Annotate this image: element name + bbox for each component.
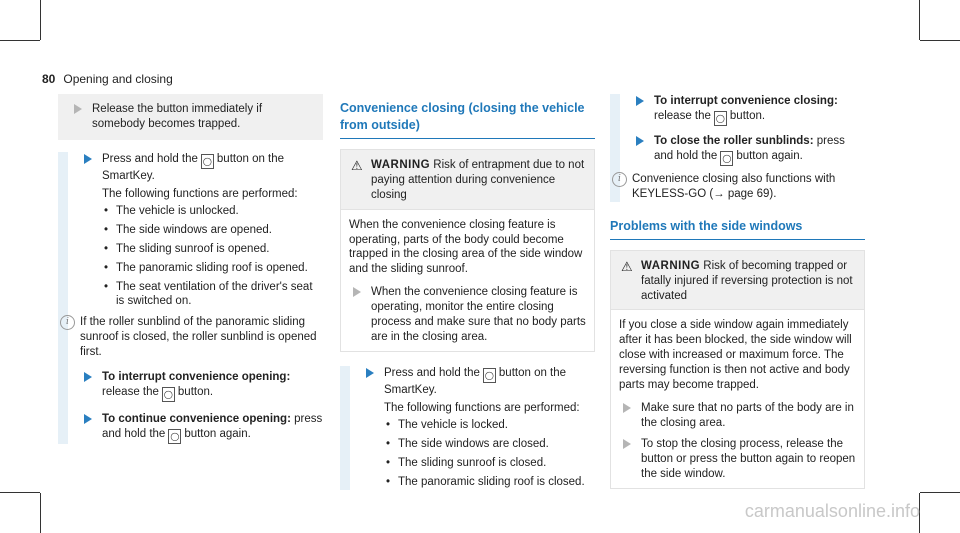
page-number: 80 [42, 72, 56, 86]
crop-mark [40, 493, 41, 533]
column-2 [340, 100, 595, 496]
step [70, 102, 315, 132]
step-text: Make sure that no parts of the body are in the closing area. [641, 402, 854, 430]
step-text: Release the button immediately if somebody becomes trapped. [92, 103, 263, 130]
step-arrow-icon [636, 136, 644, 146]
list-item: • The sliding sunroof is opened. [102, 242, 323, 257]
column-1 [58, 94, 323, 450]
crop-mark [0, 40, 40, 41]
continued-step-box [58, 94, 323, 140]
step-arrow-icon [84, 414, 92, 424]
warning-box [610, 250, 865, 489]
step-text: press and hold the [654, 134, 845, 162]
warning-header [611, 251, 864, 310]
info-note [610, 172, 865, 202]
watermark: carmanualsonline.info [744, 500, 920, 521]
step [619, 401, 856, 431]
step [362, 366, 595, 490]
step-arrow-icon [623, 439, 631, 449]
warning-label: WARNING [371, 158, 431, 171]
warning-text: When the convenience closing feature is operating, parts of the body could become trapped in the closing area of the side window and the sliding sunroof. [349, 218, 583, 276]
step-text: button on the SmartKey. [102, 152, 285, 182]
steps-block [340, 366, 595, 490]
crop-mark [920, 40, 960, 41]
step-arrow-icon [636, 96, 644, 106]
step-arrow-icon [84, 372, 92, 382]
step [80, 152, 323, 310]
steps-block [610, 94, 865, 202]
crop-mark [919, 0, 920, 40]
step-label: To continue convenience opening: [102, 413, 291, 426]
column-3 [610, 94, 865, 489]
step-text: release the [102, 386, 159, 399]
list-item: • The panoramic sliding roof is opened. [102, 261, 323, 276]
crop-mark [920, 492, 960, 493]
warning-icon: ⚠ [621, 258, 633, 274]
step [632, 94, 865, 126]
list-item: • The side windows are opened. [102, 223, 323, 238]
warning-body [341, 209, 594, 352]
step [80, 370, 323, 402]
step-arrow-icon [84, 154, 92, 164]
step-text: Press and hold the [102, 152, 198, 165]
warning-text: If you close a side window again immediately after it has been blocked, the side window will close with increased or maximum force. The reversing function is then not active and body parts may become trapped. [619, 319, 852, 392]
function-list [384, 418, 595, 490]
crop-mark [0, 492, 40, 493]
info-note [58, 315, 323, 360]
list-item: • The seat ventilation of the driver's seat is switched on. [102, 280, 323, 310]
step-text: To stop the closing process, release the button or press the button again to reopen the side window. [641, 438, 856, 480]
step-arrow-icon [74, 104, 82, 114]
list-item: • The side windows are closed. [384, 437, 595, 452]
info-icon: i [612, 172, 627, 187]
step-text: button on the SmartKey. [384, 367, 567, 397]
unlock-key-icon: ◯ [201, 154, 214, 169]
step-arrow-icon [353, 287, 361, 297]
step-text: button. [177, 386, 214, 399]
section-title: Opening and closing [63, 72, 173, 86]
warning-header [341, 150, 594, 209]
warning-label: WARNING [641, 259, 701, 272]
step-label: To interrupt convenience opening: [102, 371, 291, 384]
step-text: button. [729, 109, 766, 122]
step-text: Press and hold the [384, 367, 480, 380]
warning-headline: Risk of becoming trapped or fatally injured if reversing protection is not activated [641, 259, 853, 302]
info-icon: i [60, 315, 75, 330]
lock-key-icon: ◯ [714, 111, 727, 126]
step-text: button again. [184, 428, 251, 441]
steps-block [58, 152, 323, 444]
step [80, 412, 323, 444]
info-text: Convenience closing also functions with KEYLESS-GO (→ page 69). [632, 172, 836, 200]
following-text: The following functions are performed: [102, 187, 298, 200]
list-item: • The sliding sunroof is closed. [384, 456, 595, 471]
lock-key-icon: ◯ [483, 368, 496, 383]
step [619, 437, 856, 482]
list-item: • The vehicle is unlocked. [102, 204, 323, 219]
step [632, 134, 865, 166]
warning-box [340, 149, 595, 352]
info-text: If the roller sunblind of the panoramic sliding sunroof is closed, the roller sunblind is opened first. [80, 316, 317, 359]
step-label: To close the roller sunblinds: [654, 134, 814, 147]
step-arrow-icon [366, 368, 374, 378]
step-text: button again. [736, 149, 803, 162]
crop-mark [40, 0, 41, 40]
step-arrow-icon [623, 403, 631, 413]
unlock-key-icon: ◯ [168, 429, 181, 444]
lock-key-icon: ◯ [720, 151, 733, 166]
step-text: When the convenience closing feature is operating, monitor the entire closing process and make sure that no body parts are in the closing area. [371, 286, 586, 344]
warning-body [611, 309, 864, 487]
step [349, 285, 586, 345]
list-item: • The vehicle is locked. [384, 418, 595, 433]
function-list [102, 204, 323, 310]
following-text: The following functions are performed: [384, 402, 580, 414]
step-text: press and hold the [102, 413, 323, 441]
step-text: release the [654, 109, 711, 122]
list-item: • The panoramic sliding roof is closed. [384, 475, 595, 490]
section-heading: Problems with the side windows [610, 218, 865, 240]
unlock-key-icon: ◯ [162, 387, 175, 402]
step-label: To interrupt convenience closing: [654, 95, 838, 107]
page-header [42, 72, 173, 88]
section-heading: Convenience closing (closing the vehicle from outside) [340, 100, 595, 139]
warning-headline: Risk of entrapment due to not paying attention during convenience closing [371, 158, 585, 201]
warning-icon: ⚠ [351, 157, 363, 173]
